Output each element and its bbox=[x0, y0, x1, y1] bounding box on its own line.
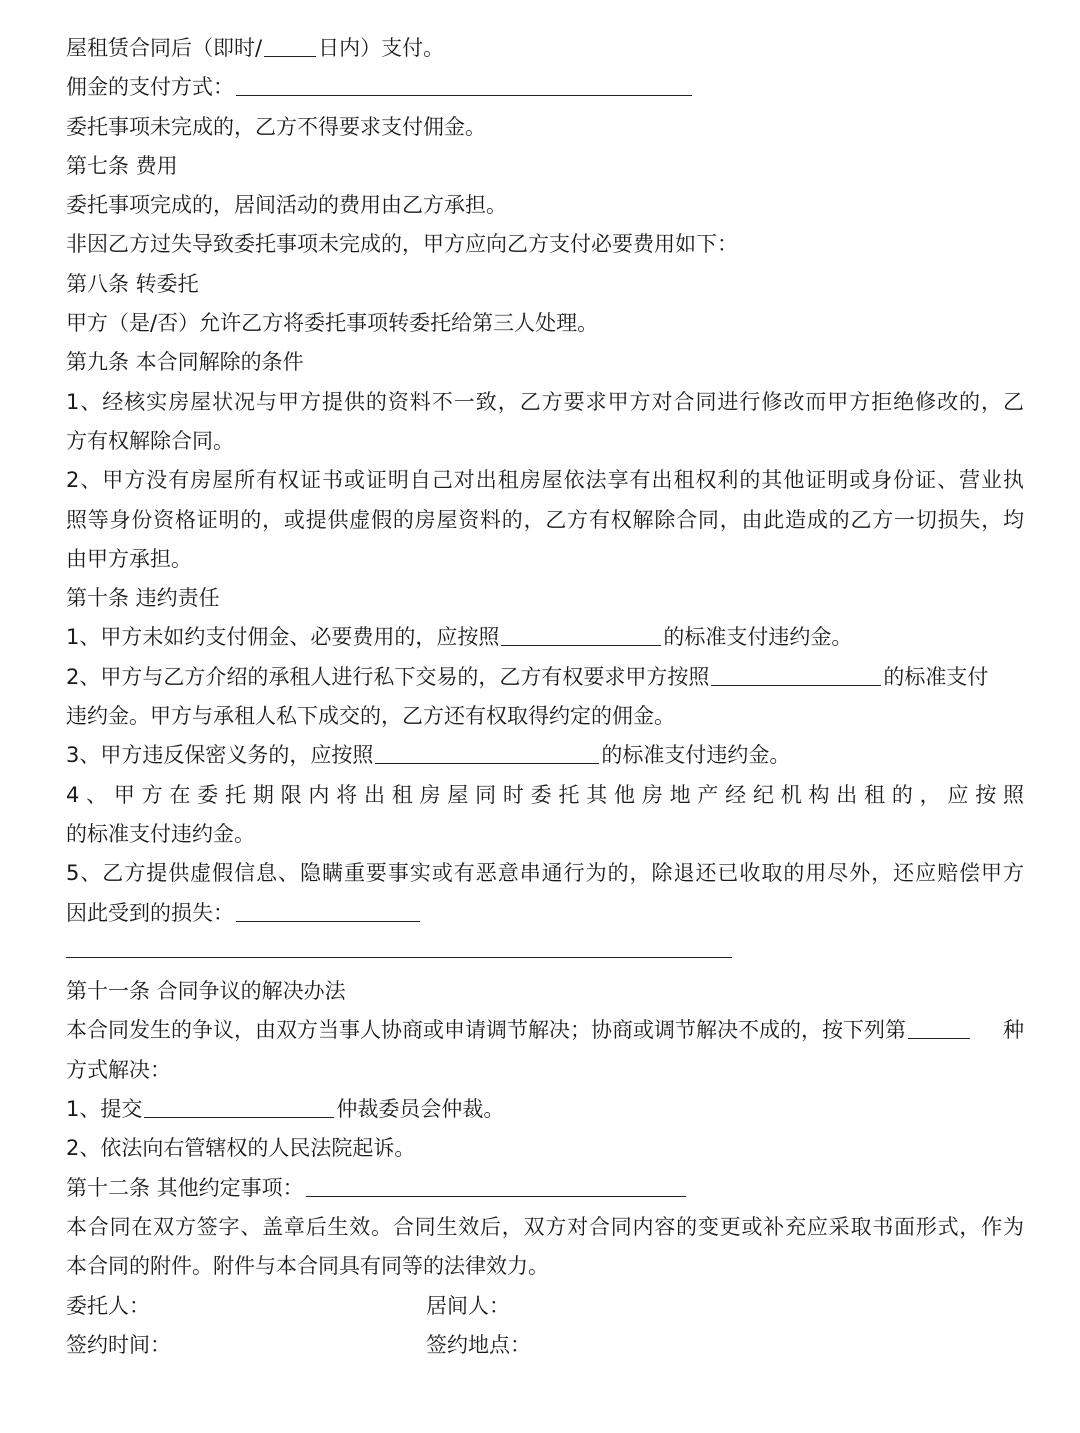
dispute-line: 本合同发生的争议，由双方当事人协商或申请调节解决；协商或调节解决不成的，按下列第 种 bbox=[66, 1018, 1024, 1043]
penalty-blank-1 bbox=[501, 625, 661, 646]
text-line: 甲方（是/否）允许乙方将委托事项转委托给第三人处理。 bbox=[66, 311, 599, 336]
contract-page bbox=[66, 29, 1024, 1365]
method-number-blank bbox=[908, 1018, 970, 1039]
broker-label: 居间人： bbox=[426, 1293, 510, 1318]
text-line: 本合同在双方签字、盖章后生效。合同生效后，双方对合同内容的变更或补充应采取书面形式，作为 bbox=[66, 1214, 1024, 1239]
article-11-heading: 第十一条 合同争议的解决办法 bbox=[66, 979, 346, 1004]
text-line: 委托事项完成的，居间活动的费用由乙方承担。 bbox=[66, 193, 507, 218]
penalty-line-1: 1、甲方未如约支付佣金、必要费用的，应按照 的标准支付违约金。 bbox=[66, 625, 853, 650]
arbitration-blank bbox=[144, 1097, 334, 1118]
penalty-blank-3 bbox=[375, 743, 599, 764]
text-line: 非因乙方过失导致委托事项未完成的，甲方应向乙方支付必要费用如下： bbox=[66, 232, 738, 257]
other-matters-blank bbox=[306, 1176, 686, 1197]
article-12-line: 第十二条 其他约定事项： bbox=[66, 1169, 1024, 1208]
date-label: 签约时间： bbox=[66, 1332, 171, 1357]
text-line: 5、乙方提供虚假信息、隐瞒重要事实或有恶意串通行为的，除退还已收取的用尽外，还应赔偿甲方 bbox=[66, 861, 1024, 886]
text-line: 委托事项未完成的，乙方不得要求支付佣金。 bbox=[66, 114, 486, 139]
client-label: 委托人： bbox=[66, 1293, 150, 1318]
text-line: 由甲方承担。 bbox=[66, 546, 192, 571]
penalty-blank-2 bbox=[711, 665, 881, 686]
article-7-heading: 第七条 费用 bbox=[66, 153, 178, 178]
text-line: 2、甲方没有房屋所有权证书或证明自己对出租房屋依法享有出租权利的其他证明或身份证、营业执 bbox=[66, 468, 1024, 493]
penalty-line-3: 3、甲方违反保密义务的，应按照 的标准支付违约金。 bbox=[66, 743, 791, 768]
signature-row-1 bbox=[66, 1287, 1024, 1326]
text-line: 4、甲方在委托期限内将出租房屋同时委托其他房地产经纪机构出租的，应按照 bbox=[66, 782, 1024, 807]
days-blank bbox=[264, 36, 316, 57]
article-10-heading: 第十条 违约责任 bbox=[66, 586, 220, 611]
text-line: 2、依法向右管辖权的人民法院起诉。 bbox=[66, 1136, 416, 1161]
place-label: 签约地点： bbox=[426, 1332, 531, 1357]
article-8-heading: 第八条 转委托 bbox=[66, 271, 199, 296]
text-line: 方式解决： bbox=[66, 1057, 171, 1082]
loss-blank bbox=[236, 901, 420, 922]
commission-payment-line: 佣金的支付方式： bbox=[66, 68, 1024, 107]
article-9-heading: 第九条 本合同解除的条件 bbox=[66, 350, 304, 375]
blank-rule-line bbox=[66, 933, 1024, 972]
text-line: 方有权解除合同。 bbox=[66, 428, 234, 453]
signature-row-2 bbox=[66, 1326, 1024, 1365]
text-line: 违约金。甲方与承租人私下成交的，乙方还有权取得约定的佣金。 bbox=[66, 704, 675, 729]
loss-line: 因此受到的损失： bbox=[66, 894, 1024, 933]
text-line: 的标准支付违约金。 bbox=[66, 821, 255, 846]
penalty-line-2: 2、甲方与乙方介绍的承租人进行私下交易的，乙方有权要求甲方按照 的标准支付 bbox=[66, 664, 989, 689]
text-line: 照等身份资格证明的，或提供虚假的房屋资料的，乙方有权解除合同，由此造成的乙方一切损失，均 bbox=[66, 507, 1024, 532]
blank-rule bbox=[66, 957, 732, 958]
arbitration-line: 1、提交 仲裁委员会仲裁。 bbox=[66, 1097, 505, 1122]
payment-method-blank bbox=[236, 75, 692, 96]
payment-timing-line: 屋租赁合同后（即时/ 日内）支付。 bbox=[66, 36, 445, 60]
text-line: 本合同的附件。附件与本合同具有同等的法律效力。 bbox=[66, 1254, 549, 1279]
text-line: 1、经核实房屋状况与甲方提供的资料不一致，乙方要求甲方对合同进行修改而甲方拒绝修改的，乙 bbox=[66, 389, 1024, 414]
